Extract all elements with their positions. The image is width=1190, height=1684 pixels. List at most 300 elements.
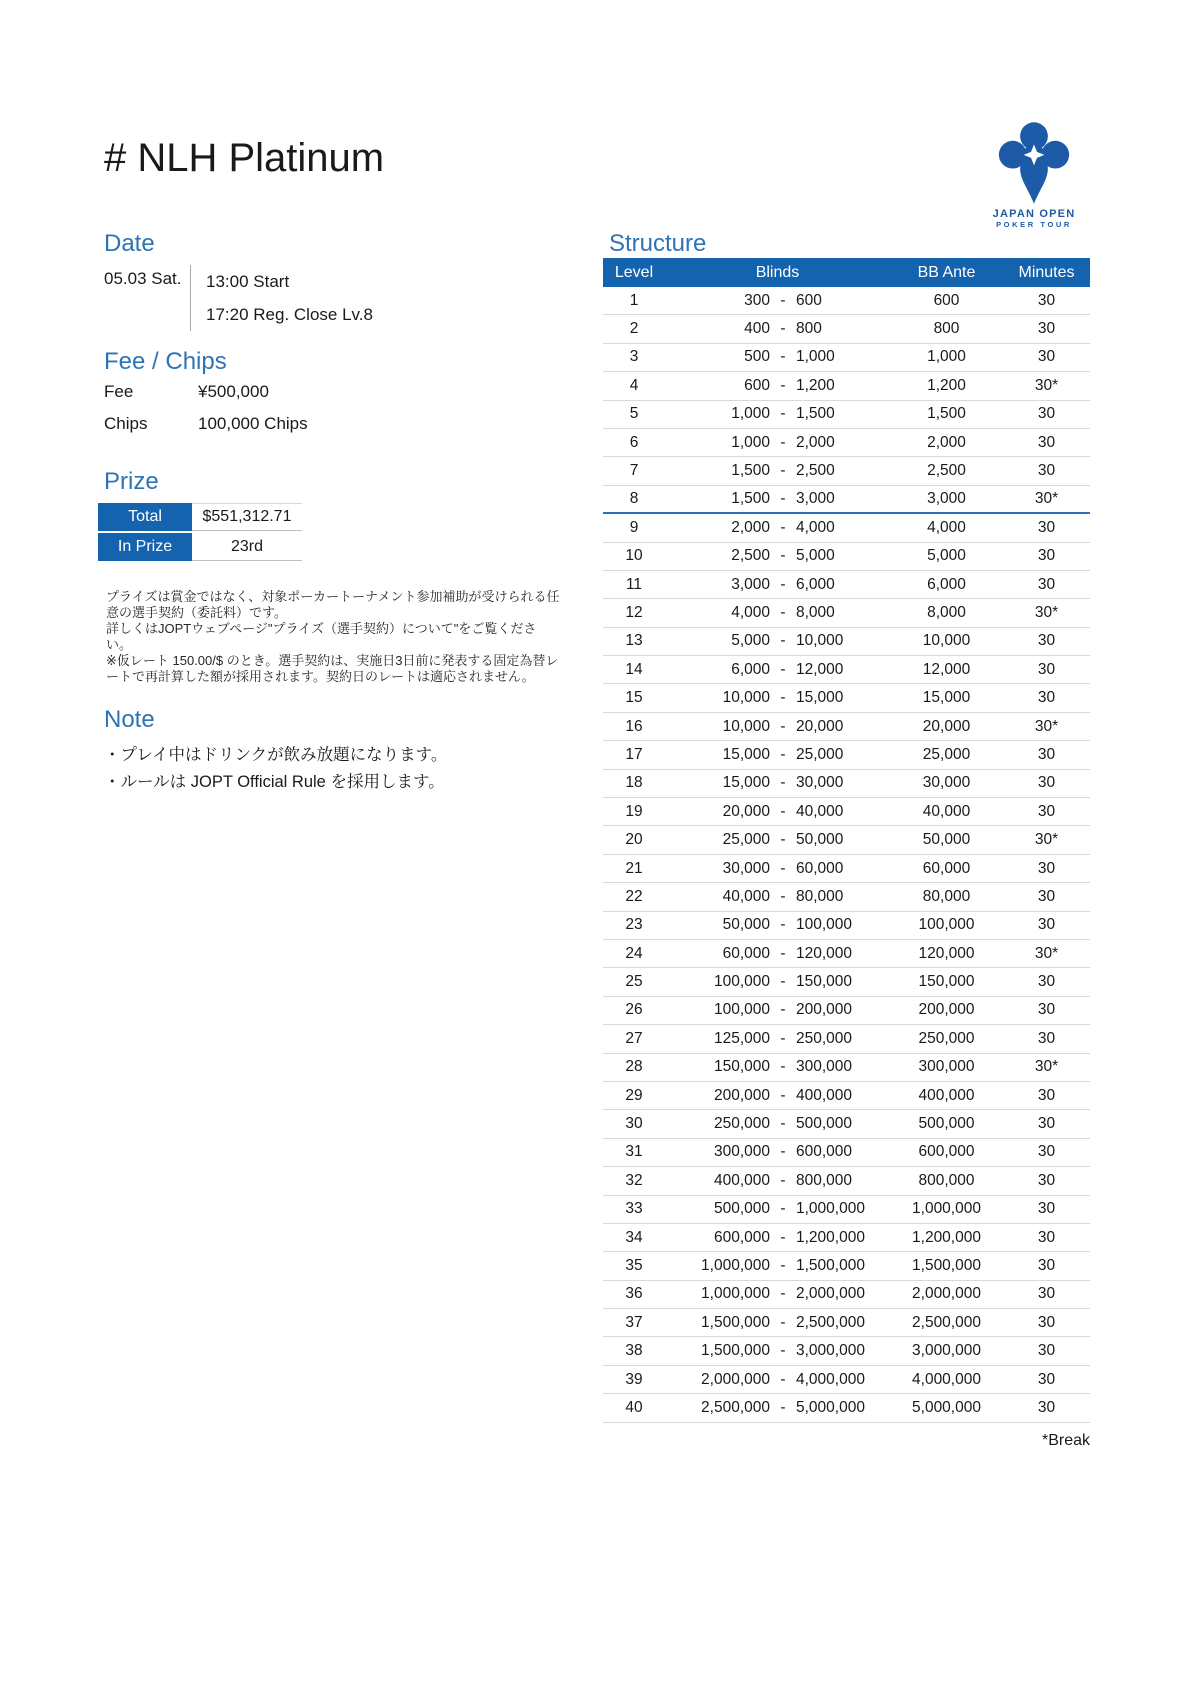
big-blind-value: 600: [796, 291, 822, 309]
structure-table-header: [603, 258, 1090, 287]
fee-chips-section: [104, 348, 308, 440]
bb-ante-cell: 120,000: [918, 944, 975, 962]
structure-row: [603, 372, 1090, 400]
minutes-cell: 30: [1037, 774, 1056, 792]
big-blind-value: 10,000: [796, 632, 844, 650]
blinds-dash: -: [780, 1001, 786, 1019]
structure-row: [603, 855, 1090, 883]
fee-value: ¥500,000: [198, 382, 269, 401]
blinds-cell: [665, 1001, 890, 1019]
blinds-dash: -: [780, 1058, 786, 1076]
small-blind-value: 500: [744, 348, 770, 366]
chips-label: Chips: [104, 414, 148, 433]
bb-ante-cell: 25,000: [922, 745, 971, 763]
blinds-cell: [665, 320, 890, 338]
minutes-cell: 30: [1037, 518, 1056, 536]
blinds-dash: -: [780, 518, 786, 536]
small-blind-value: 4,000: [731, 603, 770, 621]
blinds-dash: -: [780, 1171, 786, 1189]
bb-ante-cell: 600,000: [918, 1143, 975, 1161]
blinds-dash: -: [780, 1228, 786, 1246]
bb-ante-cell: 3,000: [927, 489, 966, 507]
level-cell: 11: [625, 575, 643, 593]
structure-row: [603, 486, 1090, 514]
level-cell: 14: [625, 660, 643, 678]
blinds-cell: [665, 831, 890, 849]
level-cell: 37: [625, 1313, 643, 1331]
blinds-dash: -: [780, 859, 786, 877]
structure-row: [603, 543, 1090, 571]
level-cell: 25: [625, 973, 643, 991]
small-blind-value: 2,000,000: [701, 1370, 770, 1388]
bb-ante-cell: 5,000,000: [912, 1398, 981, 1416]
bb-ante-cell: 10,000: [922, 632, 971, 650]
minutes-cell: 30*: [1034, 1058, 1059, 1076]
blinds-column-header: Blinds: [755, 263, 800, 281]
structure-row: [603, 883, 1090, 911]
minutes-cell: 30: [1037, 462, 1056, 480]
small-blind-value: 300: [744, 291, 770, 309]
blinds-dash: -: [780, 489, 786, 507]
small-blind-value: 600: [744, 376, 770, 394]
structure-row: [603, 1082, 1090, 1110]
level-cell: 34: [625, 1228, 643, 1246]
bb-ante-cell: 2,000,000: [912, 1285, 981, 1303]
level-cell: 2: [629, 320, 639, 338]
blinds-cell: [665, 604, 890, 622]
bb-ante-cell: 1,200,000: [912, 1228, 981, 1246]
bb-ante-cell: 2,000: [927, 433, 966, 451]
bb-ante-cell: 200,000: [918, 1001, 975, 1019]
minutes-cell: 30: [1037, 745, 1056, 763]
blinds-dash: -: [780, 1115, 786, 1133]
minutes-cell: 30: [1037, 1228, 1056, 1246]
bb-ante-cell: 250,000: [918, 1029, 975, 1047]
blinds-cell: [665, 462, 890, 480]
minutes-cell: 30: [1037, 1029, 1056, 1047]
blinds-dash: -: [780, 745, 786, 763]
blinds-dash: -: [780, 944, 786, 962]
minutes-cell: 30: [1037, 1171, 1056, 1189]
big-blind-value: 60,000: [796, 859, 844, 877]
big-blind-value: 2,000: [796, 433, 835, 451]
prize-section: [98, 468, 302, 563]
reg-close-time: 17:20 Reg. Close Lv.8: [206, 305, 373, 324]
minutes-cell: 30: [1037, 547, 1056, 565]
bb-ante-cell: 3,000,000: [912, 1342, 981, 1360]
blinds-dash: -: [780, 291, 786, 309]
level-cell: 15: [625, 689, 643, 707]
big-blind-value: 1,000,000: [796, 1200, 865, 1218]
date-heading: Date: [104, 230, 155, 257]
minutes-cell: 30*: [1034, 376, 1059, 394]
level-cell: 26: [625, 1001, 643, 1019]
structure-row: [603, 1025, 1090, 1053]
small-blind-value: 400,000: [713, 1171, 770, 1189]
structure-table-body: [603, 287, 1090, 1423]
blinds-dash: -: [780, 1143, 786, 1161]
structure-row: [603, 1366, 1090, 1394]
jopt-clover-icon: [997, 120, 1071, 206]
bb-ante-cell: 600: [933, 291, 960, 309]
minutes-column-header: Minutes: [1018, 263, 1075, 281]
big-blind-value: 150,000: [796, 973, 853, 991]
big-blind-value: 6,000: [796, 575, 835, 593]
level-cell: 23: [625, 916, 643, 934]
prize-inprize-value: 23rd: [192, 533, 302, 561]
structure-row: [603, 997, 1090, 1025]
level-cell: 27: [625, 1029, 643, 1047]
small-blind-value: 1,000: [731, 433, 770, 451]
minutes-cell: 30*: [1034, 603, 1059, 621]
prize-total-label: Total: [98, 503, 192, 531]
big-blind-value: 80,000: [796, 887, 844, 905]
bb-ante-cell: 1,500,000: [912, 1256, 981, 1274]
structure-row: [603, 1394, 1090, 1422]
small-blind-value: 1,000,000: [701, 1256, 770, 1274]
bb-ante-cell: 1,000: [927, 348, 966, 366]
big-blind-value: 8,000: [796, 603, 835, 621]
level-cell: 32: [625, 1171, 643, 1189]
big-blind-value: 1,000: [796, 348, 835, 366]
blinds-dash: -: [780, 575, 786, 593]
small-blind-value: 1,000,000: [701, 1285, 770, 1303]
blinds-dash: -: [780, 831, 786, 849]
fee-row: [104, 376, 308, 408]
minutes-cell: 30: [1037, 802, 1056, 820]
blinds-dash: -: [780, 1370, 786, 1388]
structure-row: [603, 713, 1090, 741]
bb-ante-cell: 500,000: [918, 1115, 975, 1133]
level-column-header: Level: [614, 263, 654, 281]
small-blind-value: 1,500,000: [701, 1342, 770, 1360]
level-cell: 35: [625, 1256, 643, 1274]
blinds-cell: [665, 1371, 890, 1389]
blinds-cell: [665, 1030, 890, 1048]
big-blind-value: 500,000: [796, 1115, 853, 1133]
minutes-cell: 30*: [1034, 944, 1059, 962]
disclaimer-paragraph: プライズは賞金ではなく、対象ポーカートーナメント参加補助が受けられる任意の選手契約（委託料）です。: [106, 589, 560, 620]
blinds-dash: -: [780, 1086, 786, 1104]
small-blind-value: 500,000: [713, 1200, 770, 1218]
small-blind-value: 2,500,000: [701, 1398, 770, 1416]
bb-ante-cell: 100,000: [918, 916, 975, 934]
level-cell: 12: [625, 603, 643, 621]
structure-row: [603, 599, 1090, 627]
blinds-dash: -: [780, 916, 786, 934]
blinds-dash: -: [780, 973, 786, 991]
structure-row: [603, 798, 1090, 826]
bb-ante-cell: 6,000: [927, 575, 966, 593]
small-blind-value: 600,000: [713, 1228, 770, 1246]
small-blind-value: 40,000: [722, 887, 770, 905]
level-cell: 30: [625, 1115, 643, 1133]
big-blind-value: 50,000: [796, 831, 844, 849]
level-cell: 28: [625, 1058, 643, 1076]
blinds-dash: -: [780, 887, 786, 905]
small-blind-value: 50,000: [722, 916, 770, 934]
minutes-cell: 30: [1037, 1200, 1056, 1218]
level-cell: 19: [625, 802, 643, 820]
bb-ante-column-header: BB Ante: [917, 263, 976, 281]
small-blind-value: 1,000: [731, 405, 770, 423]
minutes-cell: 30: [1037, 1370, 1056, 1388]
minutes-cell: 30: [1037, 1398, 1056, 1416]
big-blind-value: 5,000: [796, 547, 835, 565]
bb-ante-cell: 8,000: [927, 603, 966, 621]
structure-row: [603, 656, 1090, 684]
minutes-cell: 30: [1037, 973, 1056, 991]
blinds-cell: [665, 1285, 890, 1303]
blinds-cell: [665, 348, 890, 366]
structure-row: [603, 315, 1090, 343]
small-blind-value: 15,000: [722, 774, 770, 792]
small-blind-value: 125,000: [713, 1029, 770, 1047]
blinds-cell: [665, 718, 890, 736]
small-blind-value: 300,000: [713, 1143, 770, 1161]
blinds-cell: [665, 1115, 890, 1133]
minutes-cell: 30: [1037, 1001, 1056, 1019]
jopt-logo-text-bottom: POKER TOUR: [996, 220, 1072, 229]
structure-row: [603, 1224, 1090, 1252]
big-blind-value: 30,000: [796, 774, 844, 792]
disclaimer-paragraph: ※仮レート 150.00/$ のとき。選手契約は、実施日3日前に発表する固定為替レートで再計算した額が採用されます。契約日のレートは適応されません。: [106, 653, 559, 684]
big-blind-value: 1,500: [796, 405, 835, 423]
bb-ante-cell: 1,500: [927, 405, 966, 423]
minutes-cell: 30: [1037, 291, 1056, 309]
minutes-cell: 30: [1037, 1086, 1056, 1104]
structure-row: [603, 968, 1090, 996]
big-blind-value: 250,000: [796, 1029, 853, 1047]
big-blind-value: 15,000: [796, 689, 844, 707]
prize-inprize-row: [98, 533, 302, 561]
minutes-cell: 30: [1037, 916, 1056, 934]
structure-row: [603, 1139, 1090, 1167]
structure-row: [603, 770, 1090, 798]
blinds-cell: [665, 405, 890, 423]
fee-label: Fee: [104, 382, 134, 401]
big-blind-value: 4,000: [796, 518, 835, 536]
bb-ante-cell: 800: [933, 320, 960, 338]
small-blind-value: 1,500: [731, 462, 770, 480]
bb-ante-cell: 5,000: [927, 547, 966, 565]
disclaimer-paragraph: 詳しくはJOPTウェブページ"プライズ（選手契約）について"をご覧ください。: [106, 621, 537, 652]
structure-row: [603, 571, 1090, 599]
blinds-cell: [665, 888, 890, 906]
big-blind-value: 800: [796, 320, 822, 338]
fee-chips-heading: Fee / Chips: [104, 348, 227, 375]
level-cell: 17: [625, 745, 643, 763]
structure-row: [603, 287, 1090, 315]
blinds-cell: [665, 860, 890, 878]
bb-ante-cell: 150,000: [918, 973, 975, 991]
blinds-cell: [665, 689, 890, 707]
bb-ante-cell: 15,000: [922, 689, 971, 707]
blinds-dash: -: [780, 1313, 786, 1331]
small-blind-value: 60,000: [722, 944, 770, 962]
small-blind-value: 2,000: [731, 518, 770, 536]
structure-row: [603, 1054, 1090, 1082]
big-blind-value: 25,000: [796, 745, 844, 763]
level-cell: 39: [625, 1370, 643, 1388]
structure-row: [603, 1252, 1090, 1280]
blinds-cell: [665, 1087, 890, 1105]
blinds-dash: -: [780, 1029, 786, 1047]
blinds-cell: [665, 803, 890, 821]
blinds-cell: [665, 490, 890, 508]
level-cell: 33: [625, 1200, 643, 1218]
blinds-dash: -: [780, 462, 786, 480]
minutes-cell: 30: [1037, 887, 1056, 905]
bb-ante-cell: 60,000: [922, 859, 971, 877]
chips-value: 100,000 Chips: [198, 414, 308, 433]
bb-ante-cell: 1,200: [927, 376, 966, 394]
blinds-cell: [665, 1143, 890, 1161]
big-blind-value: 100,000: [796, 916, 853, 934]
bb-ante-cell: 12,000: [922, 660, 971, 678]
minutes-cell: 30: [1037, 575, 1056, 593]
blinds-dash: -: [780, 405, 786, 423]
blinds-cell: [665, 1200, 890, 1218]
blinds-cell: [665, 1314, 890, 1332]
date-section: [104, 230, 373, 331]
blinds-dash: -: [780, 1342, 786, 1360]
small-blind-value: 1,500: [731, 489, 770, 507]
big-blind-value: 4,000,000: [796, 1370, 865, 1388]
bb-ante-cell: 30,000: [922, 774, 971, 792]
jopt-logo-text-top: JAPAN OPEN: [992, 208, 1076, 220]
level-cell: 7: [629, 462, 639, 480]
blinds-cell: [665, 661, 890, 679]
big-blind-value: 200,000: [796, 1001, 853, 1019]
bb-ante-cell: 800,000: [918, 1171, 975, 1189]
minutes-cell: 30: [1037, 433, 1056, 451]
big-blind-value: 1,200,000: [796, 1228, 865, 1246]
structure-row: [603, 940, 1090, 968]
small-blind-value: 5,000: [731, 632, 770, 650]
big-blind-value: 120,000: [796, 944, 853, 962]
minutes-cell: 30*: [1034, 831, 1059, 849]
structure-row: [603, 826, 1090, 854]
prize-heading: Prize: [104, 468, 159, 495]
level-cell: 3: [629, 348, 639, 366]
minutes-cell: 30: [1037, 689, 1056, 707]
structure-row: [603, 1196, 1090, 1224]
structure-row: [603, 1309, 1090, 1337]
big-blind-value: 2,500,000: [796, 1313, 865, 1331]
level-cell: 16: [625, 717, 643, 735]
note-item: ・ルールは JOPT Official Rule を採用します。: [104, 773, 445, 791]
small-blind-value: 30,000: [722, 859, 770, 877]
blinds-cell: [665, 774, 890, 792]
prize-inprize-label: In Prize: [98, 533, 192, 561]
small-blind-value: 10,000: [722, 717, 770, 735]
minutes-cell: 30: [1037, 1143, 1056, 1161]
big-blind-value: 1,500,000: [796, 1256, 865, 1274]
level-cell: 4: [629, 376, 639, 394]
minutes-cell: 30: [1037, 1342, 1056, 1360]
minutes-cell: 30: [1037, 1115, 1056, 1133]
small-blind-value: 250,000: [713, 1115, 770, 1133]
structure-heading: Structure: [609, 230, 707, 257]
structure-row: [603, 401, 1090, 429]
bb-ante-cell: 1,000,000: [912, 1200, 981, 1218]
level-cell: 36: [625, 1285, 643, 1303]
bb-ante-cell: 400,000: [918, 1086, 975, 1104]
minutes-cell: 30: [1037, 660, 1056, 678]
blinds-cell: [665, 945, 890, 963]
structure-row: [603, 1281, 1090, 1309]
structure-row: [603, 1167, 1090, 1195]
level-cell: 20: [625, 831, 643, 849]
level-cell: 9: [629, 518, 639, 536]
minutes-cell: 30: [1037, 1256, 1056, 1274]
blinds-dash: -: [780, 632, 786, 650]
minutes-cell: 30: [1037, 320, 1056, 338]
blinds-dash: -: [780, 547, 786, 565]
structure-row: [603, 344, 1090, 372]
level-cell: 21: [625, 859, 643, 877]
big-blind-value: 2,500: [796, 462, 835, 480]
blinds-cell: [665, 547, 890, 565]
level-cell: 1: [629, 291, 639, 309]
structure-row: [603, 912, 1090, 940]
blinds-cell: [665, 292, 890, 310]
minutes-cell: 30*: [1034, 489, 1059, 507]
blinds-cell: [665, 1399, 890, 1417]
minutes-cell: 30: [1037, 632, 1056, 650]
big-blind-value: 12,000: [796, 660, 844, 678]
small-blind-value: 10,000: [722, 689, 770, 707]
blinds-dash: -: [780, 433, 786, 451]
blinds-cell: [665, 377, 890, 395]
small-blind-value: 100,000: [713, 973, 770, 991]
note-item: ・プレイ中はドリンクが飲み放題になります。: [104, 746, 448, 764]
small-blind-value: 3,000: [731, 575, 770, 593]
level-cell: 10: [625, 547, 643, 565]
structure-row: [603, 514, 1090, 542]
structure-row: [603, 1337, 1090, 1365]
small-blind-value: 15,000: [722, 745, 770, 763]
big-blind-value: 5,000,000: [796, 1398, 865, 1416]
blinds-cell: [665, 1342, 890, 1360]
bb-ante-cell: 50,000: [922, 831, 971, 849]
structure-row: [603, 684, 1090, 712]
level-cell: 29: [625, 1086, 643, 1104]
jopt-logo: [982, 120, 1086, 229]
prize-disclaimer: [106, 589, 560, 685]
big-blind-value: 20,000: [796, 717, 844, 735]
blinds-dash: -: [780, 1398, 786, 1416]
minutes-cell: 30: [1037, 405, 1056, 423]
note-list: [104, 742, 447, 796]
big-blind-value: 3,000,000: [796, 1342, 865, 1360]
blinds-cell: [665, 576, 890, 594]
date-value: 05.03 Sat.: [104, 269, 182, 288]
blinds-dash: -: [780, 660, 786, 678]
small-blind-value: 400: [744, 320, 770, 338]
blinds-dash: -: [780, 348, 786, 366]
level-cell: 24: [625, 944, 643, 962]
blinds-dash: -: [780, 802, 786, 820]
big-blind-value: 2,000,000: [796, 1285, 865, 1303]
minutes-cell: 30: [1037, 348, 1056, 366]
minutes-cell: 30: [1037, 1313, 1056, 1331]
level-cell: 8: [629, 489, 639, 507]
blinds-dash: -: [780, 376, 786, 394]
structure-row: [603, 429, 1090, 457]
structure-row: [603, 1110, 1090, 1138]
